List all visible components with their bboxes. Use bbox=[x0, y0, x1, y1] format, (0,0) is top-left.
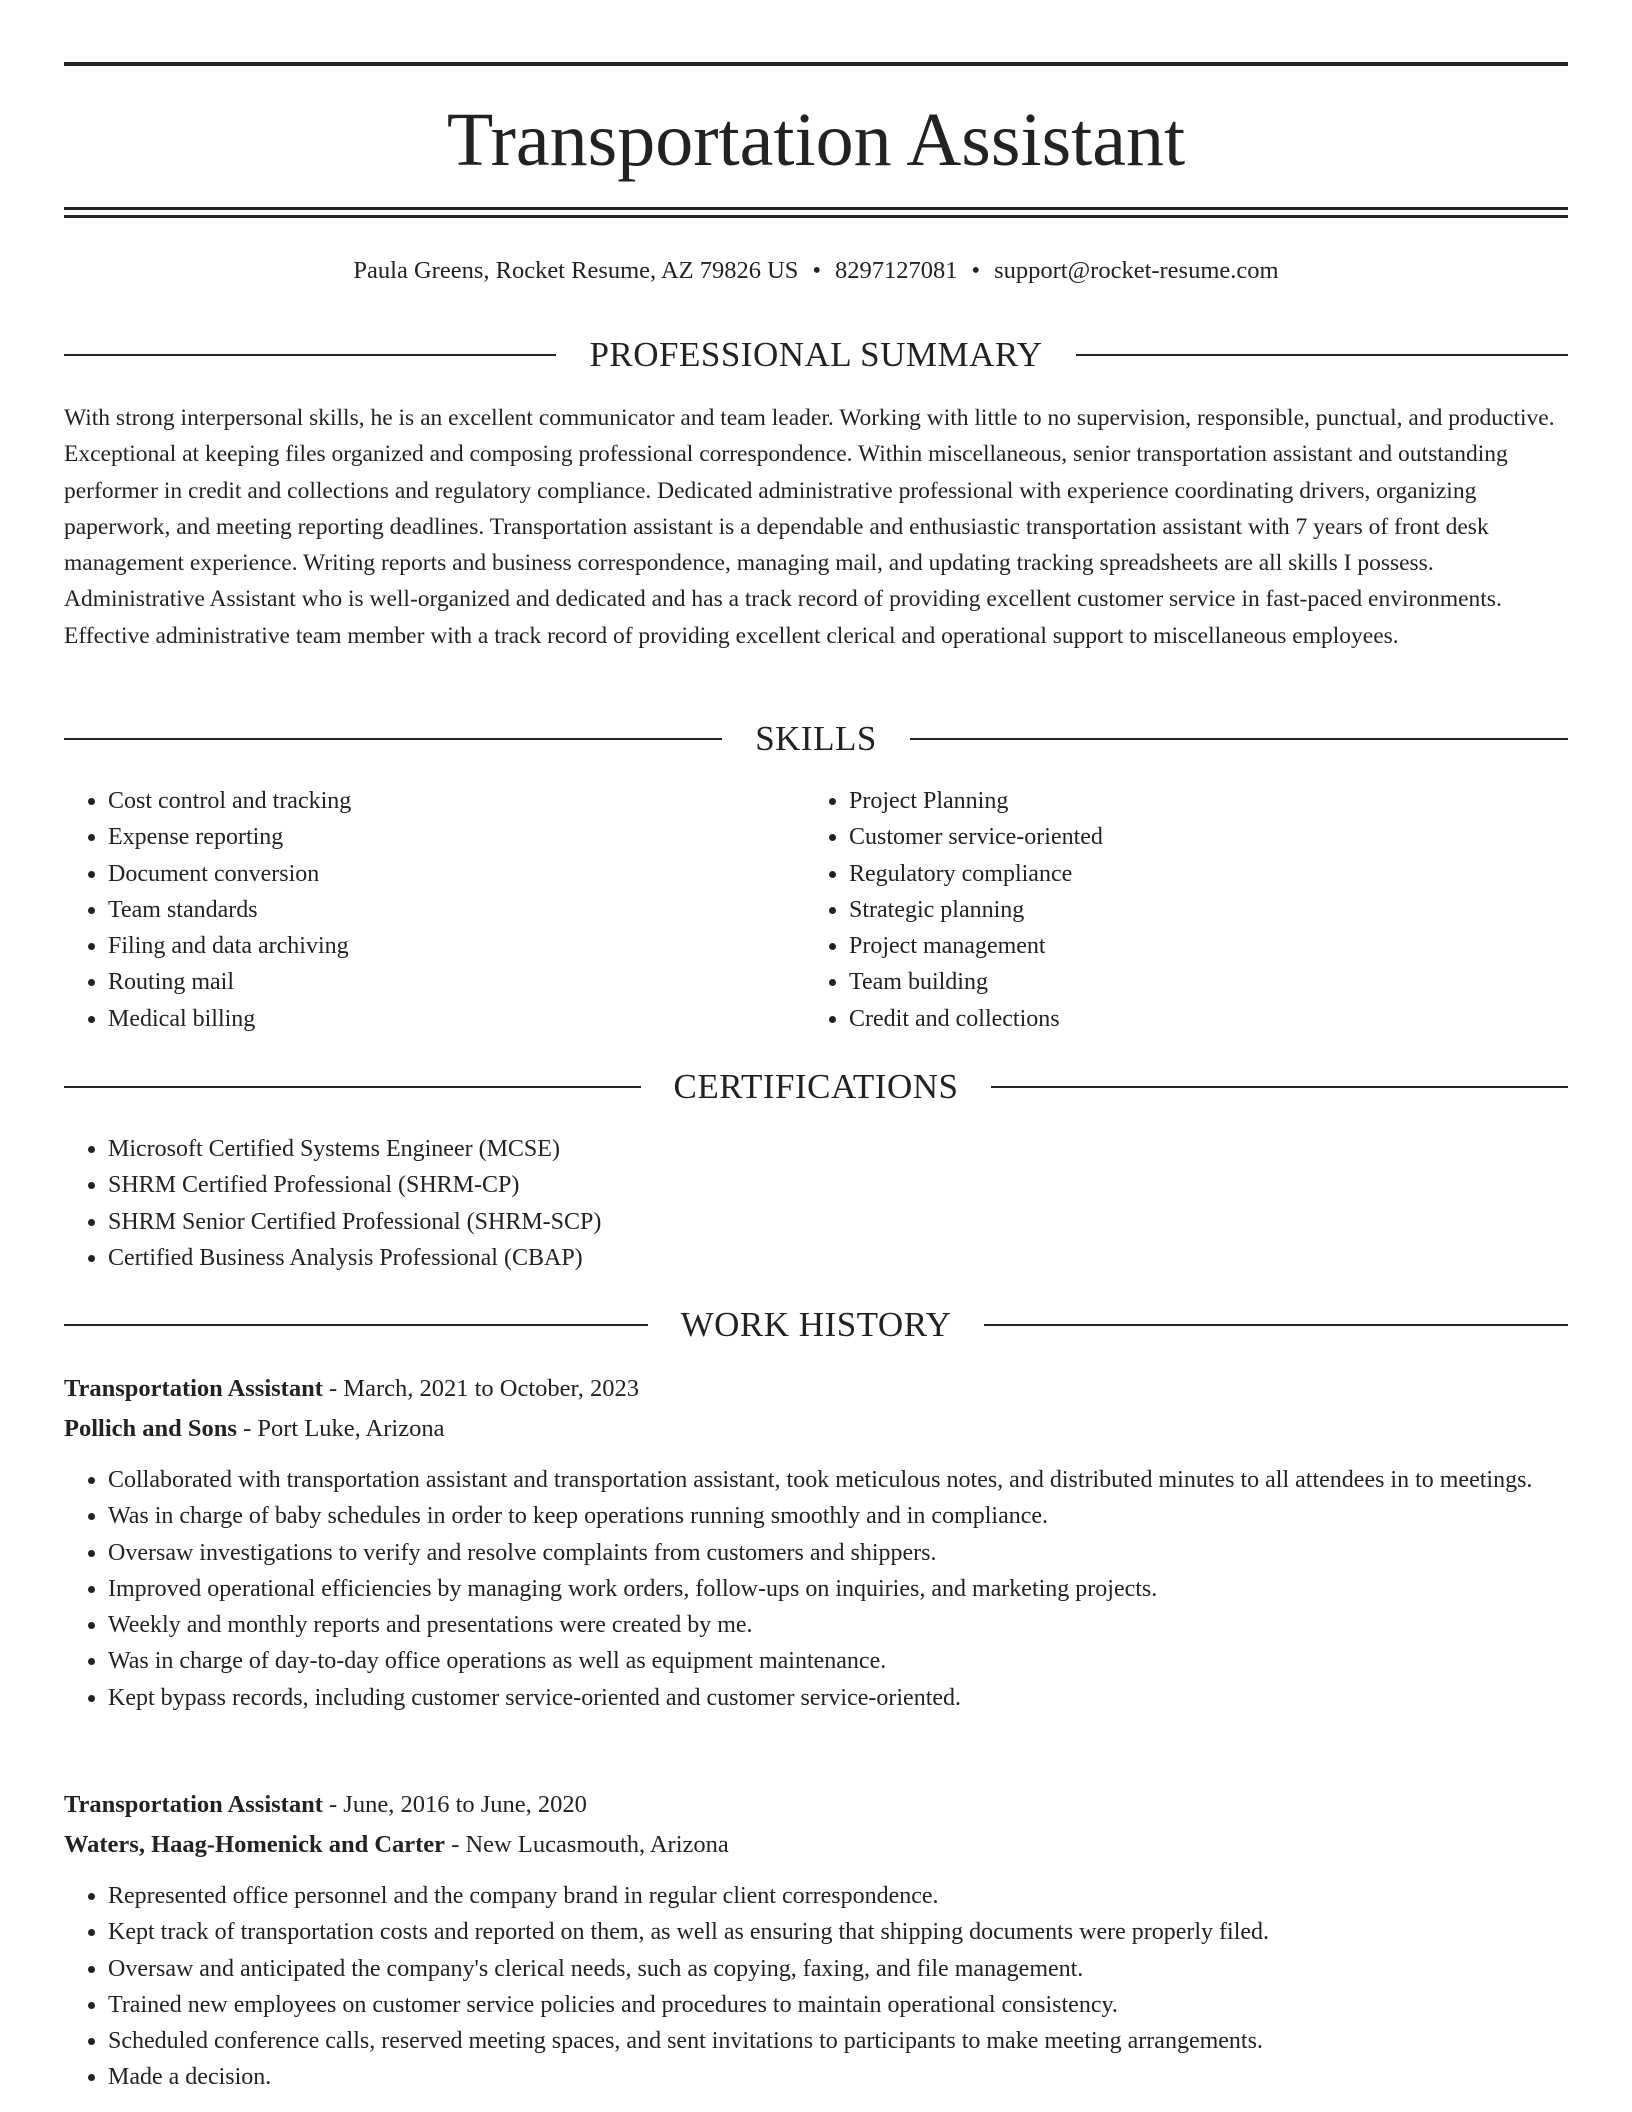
skill-item: • Routing mail bbox=[108, 964, 764, 1000]
skills-heading-label: SKILLS bbox=[755, 719, 877, 758]
skill-item: • Medical billing bbox=[108, 1001, 764, 1037]
skill-item: • Credit and collections bbox=[849, 1001, 1505, 1037]
skills-heading bbox=[64, 719, 1568, 759]
contact-address: Paula Greens, Rocket Resume, AZ 79826 US bbox=[353, 257, 799, 284]
summary-heading bbox=[64, 335, 1568, 375]
job-bullet-item: • Weekly and monthly reports and presentations were created by me. bbox=[108, 1607, 1568, 1643]
certification-item: • Microsoft Certified Systems Engineer (MCSE) bbox=[108, 1131, 1568, 1167]
contact-email: support@rocket-resume.com bbox=[994, 257, 1279, 284]
job-bullet-item: • Improved operational efficiencies by managing work orders, follow-ups on inquiries, and marketing projects. bbox=[108, 1571, 1568, 1607]
job-company-line bbox=[64, 1409, 1568, 1449]
certifications-heading bbox=[64, 1067, 1568, 1107]
job-bullet-item: • Represented office personnel and the company brand in regular client correspondence. bbox=[108, 1878, 1568, 1914]
job-company: Waters, Haag-Homenick and Carter bbox=[64, 1831, 446, 1858]
job-bullet-item: • Collaborated with transportation assistant and transportation assistant, took meticulous notes, and distributed minutes to all attendees in to meetings. bbox=[108, 1462, 1568, 1498]
job-bullets bbox=[64, 1462, 1568, 1716]
skill-item: • Project Planning bbox=[849, 783, 1505, 819]
heading-rule-right bbox=[984, 1324, 1568, 1326]
header-double-rule-lower bbox=[64, 215, 1568, 218]
summary-heading-label: PROFESSIONAL SUMMARY bbox=[589, 335, 1043, 374]
certifications-heading-label: CERTIFICATIONS bbox=[673, 1067, 959, 1106]
heading-rule-right bbox=[1076, 354, 1568, 356]
contact-separator: • bbox=[971, 257, 981, 284]
job-bullet-item: • Scheduled conference calls, reserved meeting spaces, and sent invitations to participants to make meeting arrangements. bbox=[108, 2023, 1568, 2059]
job-company-line bbox=[64, 1825, 1568, 1865]
skills-right-column bbox=[805, 783, 1505, 1037]
certification-item: • SHRM Senior Certified Professional (SHRM-SCP) bbox=[108, 1204, 1568, 1240]
job-bullet-item: • Kept bypass records, including customer service-oriented and customer service-oriented. bbox=[108, 1680, 1568, 1716]
job-bullet-item: • Made a decision. bbox=[108, 2059, 1568, 2095]
heading-rule-right bbox=[910, 738, 1568, 740]
skills-list-right bbox=[805, 783, 1505, 1037]
skill-item: • Document conversion bbox=[108, 856, 764, 892]
job-bullets-block bbox=[64, 1878, 1568, 2096]
contact-line bbox=[64, 254, 1568, 288]
skill-item: • Cost control and tracking bbox=[108, 783, 764, 819]
job-bullets-block bbox=[64, 1462, 1568, 1716]
skill-item: • Project management bbox=[849, 928, 1505, 964]
job-title: Transportation Assistant bbox=[64, 1791, 323, 1818]
work-history-heading bbox=[64, 1305, 1568, 1345]
job-bullet-item: • Oversaw and anticipated the company's clerical needs, such as copying, faxing, and file management. bbox=[108, 1951, 1568, 1987]
heading-rule-left bbox=[64, 354, 556, 356]
job-title-line bbox=[64, 1369, 1568, 1409]
work-history-heading-label: WORK HISTORY bbox=[680, 1305, 952, 1344]
job-bullet-item: • Trained new employees on customer service policies and procedures to maintain operational consistency. bbox=[108, 1987, 1568, 2023]
heading-rule-left bbox=[64, 1086, 641, 1088]
skills-left-column bbox=[64, 783, 764, 1037]
heading-rule-left bbox=[64, 738, 722, 740]
skill-item: • Regulatory compliance bbox=[849, 856, 1505, 892]
summary-text: With strong interpersonal skills, he is an excellent communicator and team leader. Working with little to no supervision, responsible, punctual, and productive. Exceptional at keeping files organized and composing professional correspondence. Within miscellaneous, senior transportation assistant and outstanding performer in credit and collections and regulatory compliance. Dedicated administrative professional with experience coordinating drivers, organizing paperwork, and meeting reporting deadlines. Transportation assistant is a dependable and enthusiastic transportation assistant with 7 years of front desk management experience. Writing reports and business correspondence, managing mail, and updating tracking spreadsheets are all skills I possess. Administrative Assistant who is well-organized and dedicated and has a track record of providing excellent customer service in fast-paced environments. Effective administrative team member with a track record of providing excellent clerical and operational support to miscellaneous employees. bbox=[64, 405, 1555, 649]
header-top-rule bbox=[64, 62, 1568, 66]
job-title: Transportation Assistant bbox=[64, 1375, 323, 1402]
skill-item: • Strategic planning bbox=[849, 892, 1505, 928]
skill-item: • Team building bbox=[849, 964, 1505, 1000]
certification-item: • Certified Business Analysis Professional (CBAP) bbox=[108, 1240, 1568, 1276]
job-bullet-item: • Kept track of transportation costs and reported on them, as well as ensuring that shipping documents were properly filed. bbox=[108, 1914, 1568, 1950]
job-bullets bbox=[64, 1878, 1568, 2096]
job-bullet-item: • Was in charge of baby schedules in order to keep operations running smoothly and in compliance. bbox=[108, 1498, 1568, 1534]
skill-item: • Team standards bbox=[108, 892, 764, 928]
job-company: Pollich and Sons bbox=[64, 1415, 237, 1442]
skills-list-left bbox=[64, 783, 764, 1037]
header-double-rule-upper bbox=[64, 207, 1568, 210]
skill-item: • Filing and data archiving bbox=[108, 928, 764, 964]
job-dates: - June, 2016 to June, 2020 bbox=[322, 1791, 587, 1818]
certification-item: • SHRM Certified Professional (SHRM-CP) bbox=[108, 1167, 1568, 1203]
job-location: - Port Luke, Arizona bbox=[236, 1415, 445, 1442]
contact-phone: 8297127081 bbox=[835, 257, 958, 284]
job-title-line bbox=[64, 1785, 1568, 1825]
skill-item: • Customer service-oriented bbox=[849, 819, 1505, 855]
job-location: - New Lucasmouth, Arizona bbox=[445, 1831, 729, 1858]
heading-rule-right bbox=[991, 1086, 1568, 1088]
skill-item: • Expense reporting bbox=[108, 819, 764, 855]
contact-separator: • bbox=[812, 257, 822, 284]
job-bullet-item: • Was in charge of day-to-day office operations as well as equipment maintenance. bbox=[108, 1643, 1568, 1679]
certifications-list bbox=[64, 1131, 1568, 1276]
resume-title: Transportation Assistant bbox=[446, 98, 1186, 182]
certifications-block bbox=[64, 1131, 1568, 1276]
heading-rule-left bbox=[64, 1324, 648, 1326]
job-bullet-item: • Oversaw investigations to verify and resolve complaints from customers and shippers. bbox=[108, 1535, 1568, 1571]
job-dates: - March, 2021 to October, 2023 bbox=[322, 1375, 639, 1402]
